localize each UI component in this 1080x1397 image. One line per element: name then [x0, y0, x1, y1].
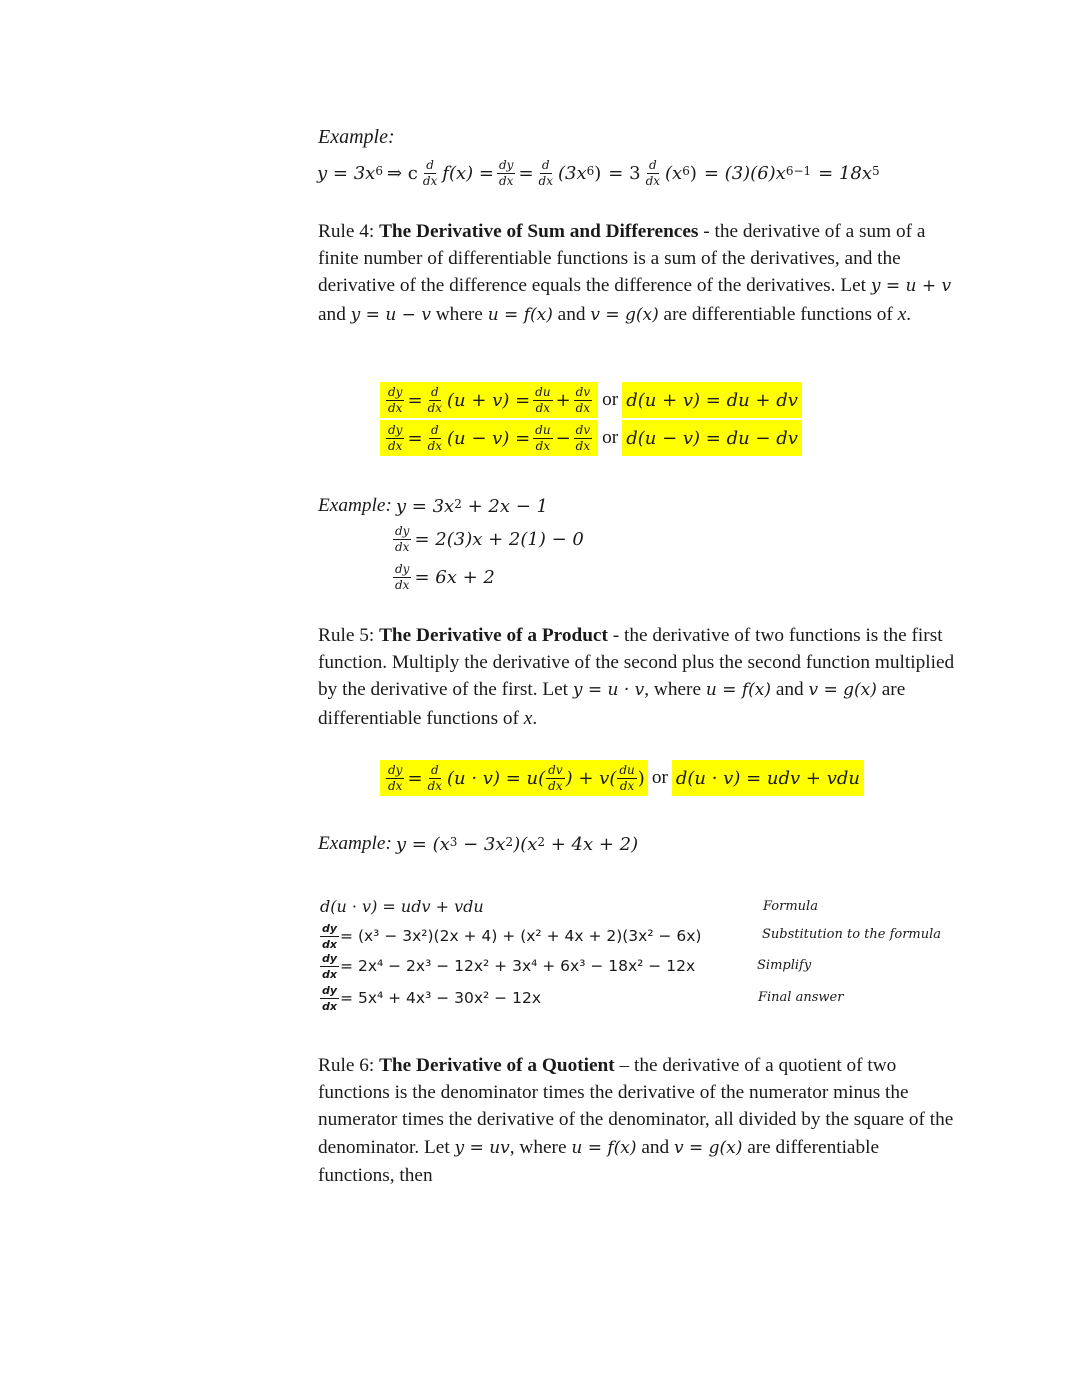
rule-prefix: Rule 4: [318, 221, 380, 242]
inline-math: u = f(x) [705, 680, 772, 701]
differential-form: d(u − v) = du − dv [626, 427, 798, 449]
exponent: 2 [454, 497, 462, 511]
rule-body: . [906, 303, 912, 325]
example-equation-power-rule [317, 158, 880, 188]
eq-term: = 2(3)x + 2(1) − 0 [414, 528, 584, 550]
worked-step-simplify [320, 952, 695, 980]
fraction-du-dx: $\frac{du}{dx}$ [535, 384, 551, 415]
eq-term: = 18x [818, 162, 873, 184]
fraction-dv-dx: $\frac{dv}{dx}$ [575, 384, 591, 415]
exponent: 2 [505, 835, 514, 849]
eq-term: = 6x + 2 [414, 566, 495, 588]
highlight-box: $\frac{dy}{dx}$ = $\frac{d}{dx}$ (u · v) = u( $\frac{dv}{dx}$ ) + v( $\frac{du}{dx}$ ) [380, 760, 648, 796]
fraction-dy-dx: $\frac{dy}{dx}$ [388, 762, 403, 793]
eq-term: = 3 [608, 162, 641, 184]
differential-form: d(u · v) = udv + vdu [675, 767, 860, 789]
example-2-line-2 [390, 524, 584, 554]
rule-body: and [771, 679, 809, 701]
eq-term: ⇒ c [386, 162, 418, 184]
inline-math: u = f(x) [571, 1137, 637, 1158]
fraction-dy-dx: $\frac{dy}{dx}$ [322, 951, 338, 981]
example-2-line-1 [318, 492, 548, 520]
example-label: Example: [318, 126, 395, 148]
exponent: 6 [586, 164, 595, 178]
step-note-final: Final answer [758, 990, 844, 1005]
step-expression: = 5x⁴ + 4x³ − 30x² − 12x [340, 989, 541, 1007]
worked-step-final [320, 984, 541, 1012]
step-note-substitution: Substitution to the formula [762, 927, 942, 942]
or-text: or [602, 389, 619, 410]
eq-term: )(x [513, 833, 538, 855]
fraction-dy-dx: $\frac{dy}{dx}$ [322, 983, 338, 1013]
exponent: 3 [449, 835, 458, 849]
inline-math: y = uv [454, 1137, 510, 1158]
inline-math: y = u · v [572, 680, 645, 701]
inline-math: v = g(x) [808, 680, 877, 701]
fraction-dy-dx: $\frac{dy}{dx}$ [388, 384, 403, 415]
eq-term: y = 3x [317, 162, 376, 184]
eq-term: + 2x − 1 [461, 495, 548, 517]
rule-body: . [532, 707, 538, 729]
fraction-d-dx: $\frac{d}{dx}$ [645, 157, 661, 188]
fraction-dy-dx: $\frac{dy}{dx}$ [395, 561, 410, 592]
inline-math: x [897, 303, 907, 325]
eq-term: (3x [557, 162, 587, 184]
inline-math: v = g(x) [590, 304, 659, 325]
rule-body: – the derivative of a quotient of two functions is the denominator times the derivative of the numerator minus the numerator times the derivative of the denominator, all divided by the square of the denominator. Let [318, 1055, 954, 1158]
inline-math: u = f(x) [487, 304, 553, 325]
inline-math: y = u + v [870, 276, 952, 297]
rule-body: and [552, 303, 591, 325]
eq-term: = (3)(6)x [703, 162, 786, 184]
step-expression: d(u · v) = udv + vdu [320, 896, 484, 916]
sum-rule-formula [380, 382, 802, 418]
differential-form: d(u + v) = du + dv [626, 389, 798, 411]
fraction-d-dx: $\frac{d}{dx}$ [422, 157, 438, 188]
inline-math: v = g(x) [673, 1137, 743, 1158]
fraction-d-dx: $\frac{d}{dx}$ [427, 384, 443, 415]
fraction-d-dx: $\frac{d}{dx}$ [427, 762, 443, 793]
eq-term: (x [665, 162, 683, 184]
inline-math: x [523, 707, 533, 729]
worked-step-substitution [320, 922, 701, 950]
rule-body: where [430, 303, 488, 325]
step-expression: = 2x⁴ − 2x³ − 12x² + 3x⁴ + 6x³ − 18x² − 12x [340, 957, 696, 975]
highlight-box [622, 382, 802, 418]
example-label: Example: [318, 495, 392, 516]
fraction-dy-dx: $\frac{dy}{dx}$ [498, 157, 514, 188]
exponent: 6−1 [785, 164, 812, 178]
eq-term: y = (x [395, 833, 450, 855]
step-note-formula: Formula [763, 899, 818, 914]
fraction-d-dx: $\frac{d}{dx}$ [427, 422, 443, 453]
exponent: 2 [537, 835, 546, 849]
or-text: or [651, 767, 668, 788]
highlight-box [622, 420, 802, 456]
fraction-dy-dx: $\frac{dy}{dx}$ [388, 422, 403, 453]
rule-prefix: Rule 6: [318, 1055, 380, 1076]
eq-term: f(x) = [442, 162, 494, 184]
exponent: 6 [682, 164, 690, 178]
rule-body: are differentiable functions of [658, 303, 898, 325]
rule-body: and [636, 1136, 674, 1158]
rule-body: and [318, 303, 351, 325]
eq-term: + 4x + 2) [545, 833, 639, 855]
example-label: Example: [318, 833, 392, 854]
fraction-dy-dx: $\frac{dy}{dx}$ [322, 921, 338, 951]
example-3-equation [318, 830, 638, 858]
eq-term: − 3x [457, 833, 506, 855]
fraction-d-dx: $\frac{d}{dx}$ [538, 157, 553, 188]
rule-body: are differentiable functions, then [318, 1136, 880, 1186]
difference-rule-formula [380, 420, 802, 456]
rule-body: - the derivative of two functions is the first function. Multiply the derivative of the second plus the second function multiplied by the derivative of the first. Let [318, 625, 955, 701]
fraction-du-dx: $\frac{du}{dx}$ [619, 762, 635, 793]
inline-math: y = u − v [350, 304, 431, 325]
eq-term: ) + v( [565, 767, 617, 789]
or-text: or [602, 427, 619, 448]
eq-term: y = 3x [395, 495, 455, 517]
step-expression: = (x³ − 3x²)(2x + 4) + (x² + 4x + 2)(3x² − 6x) [340, 927, 702, 945]
rule-body: , where [509, 1136, 572, 1158]
exponent: 6 [375, 164, 383, 178]
eq-term: ) [689, 162, 697, 184]
rule-prefix: Rule 5: [318, 625, 380, 646]
product-rule-formula [380, 760, 864, 796]
worked-step-formula [320, 894, 484, 918]
rule-title: The Derivative of a Quotient [379, 1055, 615, 1076]
highlight-box: $\frac{dy}{dx}$ = $\frac{d}{dx}$ (u − v) = $\frac{du}{dx}$ − $\frac{dv}{dx}$ [380, 420, 598, 456]
example-2-line-3 [390, 562, 495, 592]
eq-term: = [518, 162, 534, 184]
fraction-du-dx: $\frac{du}{dx}$ [535, 422, 551, 453]
rule-body: , where [644, 679, 706, 701]
eq-term: ) [594, 162, 602, 184]
eq-term: (u − v) = [447, 427, 531, 449]
fraction-dy-dx: $\frac{dy}{dx}$ [395, 523, 410, 554]
rule-body: - the derivative of a sum of a finite number of differentiable functions is a sum of the derivatives, and the derivative of the difference equals the difference of the derivatives. Let [318, 221, 926, 297]
exponent: 5 [872, 164, 880, 178]
highlight-box [672, 760, 864, 796]
fraction-dv-dx: $\frac{dv}{dx}$ [575, 422, 591, 453]
rule-body: are differentiable functions of [318, 679, 906, 729]
rule-title: The Derivative of a Product [379, 625, 608, 646]
highlight-box: $\frac{dy}{dx}$ = $\frac{d}{dx}$ (u + v) = $\frac{du}{dx}$ + $\frac{dv}{dx}$ [380, 382, 598, 418]
eq-term: ) [637, 767, 645, 789]
operator: − [555, 427, 571, 449]
step-note-simplify: Simplify [757, 958, 812, 973]
fraction-dv-dx: $\frac{dv}{dx}$ [548, 762, 563, 793]
rule-6-paragraph [318, 1052, 958, 1189]
eq-term: (u + v) = [447, 389, 531, 411]
rule-5-paragraph [318, 622, 958, 732]
rule-title: The Derivative of Sum and Differences [379, 221, 699, 242]
operator: + [555, 389, 571, 411]
eq-term: (u · v) = u( [447, 767, 546, 789]
rule-4-paragraph [318, 218, 958, 329]
